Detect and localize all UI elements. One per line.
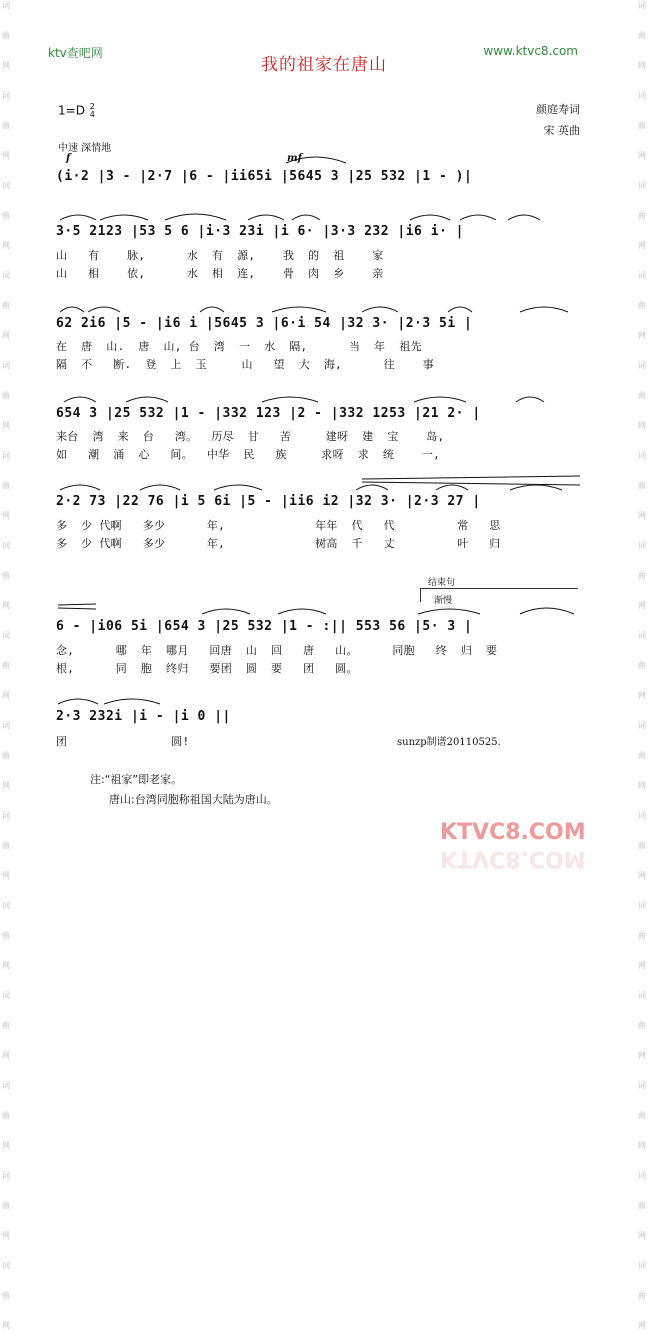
watermark-char: 词 <box>638 181 646 190</box>
watermark-char: 曲 <box>2 1021 10 1030</box>
slur <box>516 397 544 402</box>
lyrics-row-5-verse-1: 多 少 代啊 多少 年, 年年 代 代 常 思 <box>56 519 501 532</box>
watermark-char: 曲 <box>2 661 10 670</box>
watermark-char: 曲 <box>2 481 10 490</box>
watermark-char: 词 <box>638 991 646 1000</box>
slur <box>262 397 318 402</box>
slur <box>104 699 160 704</box>
song-title: 我的祖家在唐山 <box>261 55 387 75</box>
key-signature <box>58 103 95 119</box>
decrescendo-cont-bottom <box>58 608 96 609</box>
watermark-char: 网 <box>2 691 10 700</box>
lyrics-row-2-verse-1: 山 有 脉, 水 有 源, 我 的 祖 家 <box>56 249 384 262</box>
ritardando-label: 渐慢 <box>434 596 453 606</box>
watermark-char: 网 <box>638 691 646 700</box>
score-row-6: 6 - |i06 5i |654 3 |25 532 |1 - :|| 553 56 |5· 3 | <box>56 619 473 634</box>
watermark-char: 网 <box>2 871 10 880</box>
watermark-char: 曲 <box>2 391 10 400</box>
slur <box>510 485 562 490</box>
watermark-char: 曲 <box>2 751 10 760</box>
slur <box>356 485 388 490</box>
watermark-char: 曲 <box>2 571 10 580</box>
watermark-char: 词 <box>638 1171 646 1180</box>
ending-bracket-tick <box>420 588 421 602</box>
composer-credit: 宋 英曲 <box>543 124 580 137</box>
slur <box>448 307 472 312</box>
lyricist-credit: 颜庭寿词 <box>536 103 580 116</box>
watermark-char: 曲 <box>638 1201 646 1210</box>
watermark-char: 词 <box>2 541 10 550</box>
watermark-char: 曲 <box>638 31 646 40</box>
watermark-char: 网 <box>638 871 646 880</box>
time-signature <box>90 103 95 119</box>
watermark-char: 网 <box>2 331 10 340</box>
watermark-char: 网 <box>638 1231 646 1240</box>
watermark-char: 词 <box>2 361 10 370</box>
dynamic-mezzo-forte: mf <box>287 153 302 164</box>
watermark-char: 曲 <box>2 301 10 310</box>
slur <box>100 215 148 220</box>
slur <box>520 608 574 614</box>
watermark-char: 词 <box>2 811 10 820</box>
watermark-char: 曲 <box>638 301 646 310</box>
watermark-char: 网 <box>2 511 10 520</box>
watermark-char: 词 <box>2 631 10 640</box>
watermark-char: 词 <box>2 1171 10 1180</box>
slur <box>410 215 450 220</box>
watermark-char: 网 <box>638 241 646 250</box>
watermark-char: 曲 <box>638 481 646 490</box>
watermark-char: 网 <box>638 511 646 520</box>
watermark-char: 词 <box>638 811 646 820</box>
watermark-char: 词 <box>638 451 646 460</box>
site-logo-reflection: KTVC8.COM <box>440 846 586 871</box>
watermark-char: 词 <box>2 451 10 460</box>
watermark-char: 词 <box>638 1261 646 1270</box>
watermark-char: 词 <box>638 1 646 10</box>
slur <box>272 307 326 312</box>
ending-bracket-line <box>420 588 578 589</box>
lyrics-row-4-verse-2: 如 潮 涌 心 间。 中华 民 族 求呀 求 统 一, <box>56 448 441 461</box>
ending-cue-label: 结束句 <box>428 578 456 588</box>
lyrics-row-4-verse-1: 来台 湾 来 台 湾。 历尽 甘 苦 建呀 建 宝 岛, <box>56 430 445 443</box>
watermark-char: 曲 <box>638 391 646 400</box>
lyrics-row-5-verse-2: 多 少 代啊 多少 年, 树高 千 丈 叶 归 <box>56 537 501 550</box>
watermark-char: 曲 <box>2 31 10 40</box>
lyrics-row-3-verse-2: 隔 不 断. 登 上 玉 山 望 大 海, 往 事 <box>56 358 434 371</box>
watermark-char: 网 <box>638 1051 646 1060</box>
transcriber-credit: sunzp制谱20110525. <box>397 737 501 748</box>
watermark-char: 词 <box>2 181 10 190</box>
watermark-char: 词 <box>2 721 10 730</box>
watermark-right-column <box>636 0 648 1330</box>
watermark-char: 曲 <box>638 211 646 220</box>
watermark-char: 曲 <box>2 121 10 130</box>
slur <box>418 609 480 614</box>
lyrics-row-6-verse-2: 根, 同 胞 终归 要团 圆 要 团 圆。 <box>56 662 358 675</box>
watermark-char: 曲 <box>638 571 646 580</box>
decrescendo-top <box>362 476 580 479</box>
slur <box>200 307 224 312</box>
slur <box>414 397 466 402</box>
score-row-4: 654 3 |25 532 |1 - |332 123 |2 - |332 1253 |21 2· | <box>56 406 481 421</box>
watermark-char: 词 <box>2 901 10 910</box>
lyrics-row-7: 团 圆! <box>56 735 190 748</box>
slur <box>60 307 84 312</box>
watermark-char: 词 <box>638 721 646 730</box>
watermark-char: 网 <box>638 601 646 610</box>
watermark-char: 词 <box>638 91 646 100</box>
slur <box>362 307 398 312</box>
watermark-char: 网 <box>638 1321 646 1330</box>
watermark-char: 曲 <box>638 121 646 130</box>
slur <box>60 485 100 490</box>
dynamic-forte: f <box>66 153 71 164</box>
decrescendo-bottom <box>362 482 580 485</box>
watermark-char: 词 <box>638 901 646 910</box>
key-label: 1=D <box>58 103 85 118</box>
slur <box>436 485 468 490</box>
watermark-char: 网 <box>638 61 646 70</box>
slur <box>140 485 180 490</box>
watermark-char: 曲 <box>2 931 10 940</box>
watermark-char: 词 <box>2 1 10 10</box>
watermark-char: 词 <box>2 271 10 280</box>
slur <box>58 699 98 704</box>
watermark-char: 网 <box>2 781 10 790</box>
watermark-char: 网 <box>2 241 10 250</box>
watermark-char: 网 <box>2 1231 10 1240</box>
watermark-char: 网 <box>638 151 646 160</box>
slur <box>64 397 96 402</box>
lyrics-row-3-verse-1: 在 唐 山. 唐 山, 台 湾 一 水 隔, 当 年 祖先 <box>56 340 422 353</box>
lyrics-row-2-verse-2: 山 相 依, 水 相 连, 骨 肉 乡 亲 <box>56 267 384 280</box>
slur <box>292 215 320 220</box>
watermark-char: 曲 <box>2 211 10 220</box>
watermark-char: 网 <box>638 421 646 430</box>
watermark-char: 网 <box>638 961 646 970</box>
site-name-left[interactable]: ktv查吧网 <box>48 46 103 60</box>
slur <box>460 215 496 220</box>
slur <box>214 485 262 490</box>
watermark-char: 网 <box>2 1141 10 1150</box>
time-bottom: 4 <box>89 110 95 119</box>
time-top: 2 <box>89 102 95 111</box>
site-url-right[interactable]: www.ktvc8.com <box>483 44 578 58</box>
slur <box>60 215 96 220</box>
lyrics-row-6-verse-1: 念, 哪 年 哪月 回唐 山 回 唐 山。 同胞 终 归 要 <box>56 644 498 657</box>
footnote-tangshan: 唐山:台湾同胞称祖国大陆为唐山。 <box>109 793 278 806</box>
watermark-char: 曲 <box>638 931 646 940</box>
score-row-7: 2·3 232i |i - |i 0 || <box>56 709 231 724</box>
score-row-3: 62 2i6 |5 - |i6 i |5645 3 |6·i 54 |32 3· |2·3 5i | <box>56 316 473 331</box>
watermark-char: 网 <box>2 61 10 70</box>
watermark-char: 词 <box>2 91 10 100</box>
slur <box>202 609 250 614</box>
watermark-char: 曲 <box>638 1021 646 1030</box>
slur <box>508 215 540 220</box>
watermark-char: 网 <box>2 1321 10 1330</box>
watermark-char: 网 <box>2 1051 10 1060</box>
watermark-char: 词 <box>638 361 646 370</box>
watermark-char: 词 <box>2 991 10 1000</box>
site-logo: KTVC8.COM <box>440 820 586 845</box>
slur <box>126 397 168 402</box>
watermark-char: 曲 <box>638 661 646 670</box>
score-row-5: 2·2 73 |22 76 |i 5 6i |5 - |ii6 i2 |32 3· |2·3 27 | <box>56 494 481 509</box>
decrescendo-cont-top <box>58 604 96 605</box>
slur <box>520 307 568 312</box>
watermark-char: 网 <box>2 151 10 160</box>
watermark-char: 词 <box>638 1081 646 1090</box>
watermark-char: 网 <box>2 601 10 610</box>
watermark-left-column <box>0 0 12 1330</box>
watermark-char: 词 <box>2 1261 10 1270</box>
watermark-char: 网 <box>638 781 646 790</box>
watermark-char: 曲 <box>2 1291 10 1300</box>
slur <box>165 214 226 220</box>
tempo-marking: 中速 深情地 <box>58 143 112 154</box>
score-row-2: 3·5 2123 |53 5 6 |i·3 23i |i 6· |3·3 232 |i6 i· | <box>56 224 465 239</box>
slur <box>248 215 284 220</box>
watermark-char: 网 <box>638 331 646 340</box>
watermark-char: 曲 <box>638 1111 646 1120</box>
watermark-char: 词 <box>638 271 646 280</box>
watermark-char: 曲 <box>638 1291 646 1300</box>
watermark-char: 词 <box>638 541 646 550</box>
watermark-char: 曲 <box>2 1201 10 1210</box>
slur <box>278 609 326 614</box>
watermark-char: 词 <box>638 631 646 640</box>
watermark-char: 网 <box>2 961 10 970</box>
watermark-char: 网 <box>2 421 10 430</box>
watermark-char: 曲 <box>638 751 646 760</box>
slur <box>88 307 120 312</box>
watermark-char: 网 <box>638 1141 646 1150</box>
score-row-1: (i·2 |3 - |2·7 |6 - |ii65i |5645 3 |25 532 |1 - )| <box>56 169 473 184</box>
watermark-char: 词 <box>2 1081 10 1090</box>
watermark-char: 曲 <box>638 841 646 850</box>
watermark-char: 曲 <box>2 841 10 850</box>
footnote-zujia: 注:“祖家”即老家。 <box>90 773 183 786</box>
watermark-char: 曲 <box>2 1111 10 1120</box>
